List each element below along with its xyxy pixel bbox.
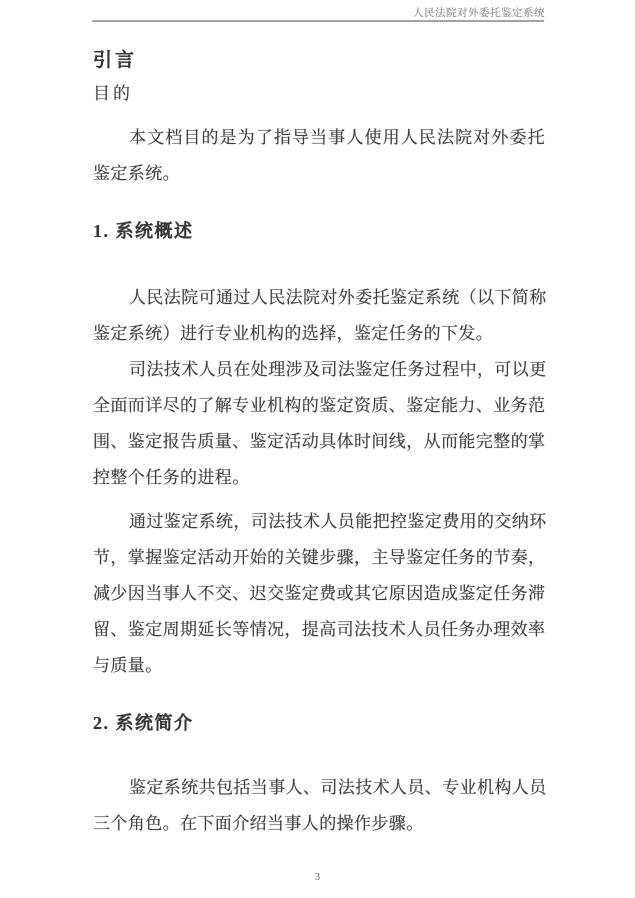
header-rule: [92, 20, 544, 22]
page-number: 3: [315, 872, 320, 883]
paragraph-line: 控整个任务的进程。: [93, 468, 250, 487]
paragraph-line: 鉴定系统）进行专业机构的选择，鉴定任务的下发。: [93, 324, 494, 343]
section-1-heading: 1. 系统概述: [93, 221, 194, 241]
doc-content: [93, 23, 545, 842]
intro-heading: 引言: [93, 50, 138, 71]
paragraph-line: 三个角色。在下面介绍当事人的操作步骤。: [93, 814, 424, 833]
paragraph-line: 全面而详尽的了解专业机构的鉴定资质、鉴定能力、业务范: [93, 396, 546, 415]
paragraph-line: 减少因当事人不交、迟交鉴定费或其它原因造成鉴定任务滞: [93, 584, 546, 603]
paragraph-line: 鉴定系统共包括当事人、司法技术人员、专业机构人员: [129, 778, 547, 797]
paragraph: [93, 352, 545, 496]
running-header-title: 人民法院对外委托鉴定系统: [413, 8, 545, 19]
paragraph-line: 与质量。: [93, 656, 163, 675]
paragraph-line: 节，掌握鉴定活动开始的关键步骤，主导鉴定任务的节奏，: [93, 548, 546, 567]
section-2-heading: 2. 系统简介: [93, 713, 194, 733]
paragraph-line: 本文档目的是为了指导当事人使用人民法院对外委托: [129, 128, 545, 147]
paragraph: [93, 504, 545, 684]
paragraph-line: 司法技术人员在处理涉及司法鉴定任务过程中，可以更: [129, 360, 547, 379]
paragraph-line: 留、鉴定周期延长等情况，提高司法技术人员任务办理效率: [93, 620, 546, 639]
paragraph: [93, 770, 545, 842]
paragraph: [93, 120, 545, 192]
paragraph-line: 围、鉴定报告质量、鉴定活动具体时间线，从而能完整的掌: [93, 432, 546, 451]
paragraph-line: 鉴定系统。: [93, 164, 180, 183]
purpose-heading: 目的: [93, 84, 133, 103]
paragraph-line: 通过鉴定系统，司法技术人员能把控鉴定费用的交纳环: [129, 512, 547, 531]
paragraph-line: 人民法院可通过人民法院对外委托鉴定系统（以下简称: [129, 288, 547, 307]
paragraph: [93, 280, 545, 352]
